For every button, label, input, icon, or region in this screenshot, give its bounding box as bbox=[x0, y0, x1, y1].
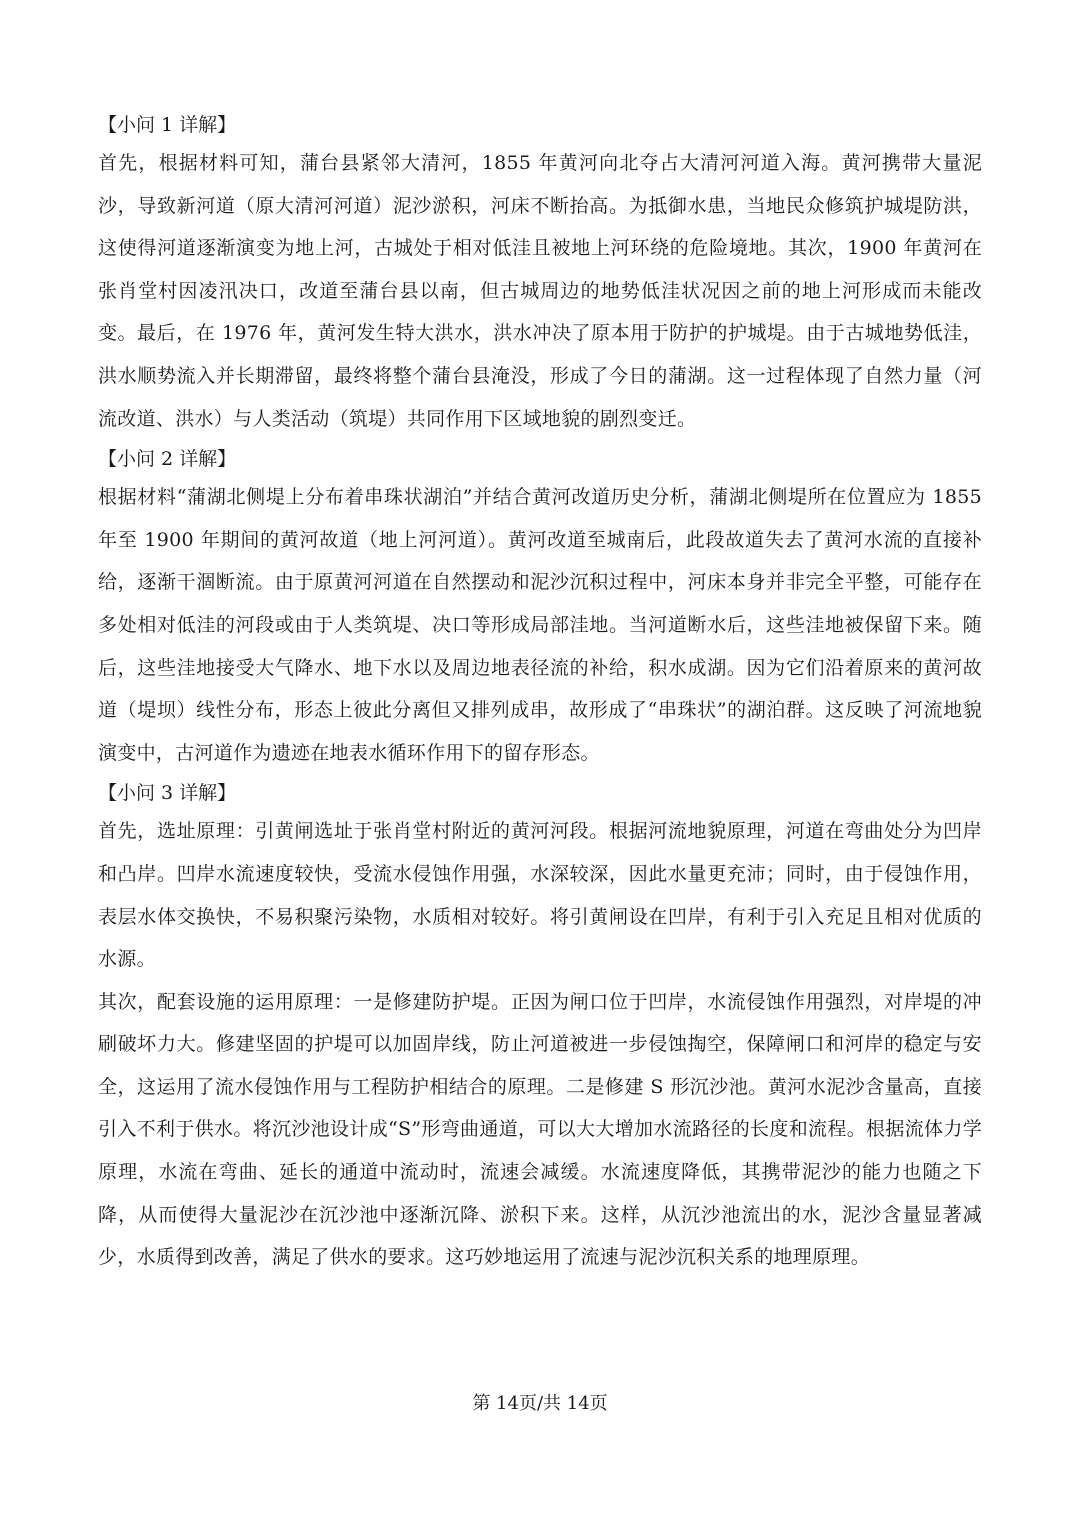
section-title: 【小问 1 详解】 bbox=[98, 114, 237, 136]
section-paragraph: 其次，配套设施的运用原理：一是修建防护堤。正因为闸口位于凹岸，水流侵蚀作用强烈，对岸堤的冲刷破坏力大。修建坚固的护堤可以加固岸线，防止河道被进一步侵蚀掏空，保障闸口和河岸的稳定与安全，这运用了流水侵蚀作用与工程防护相结合的原理。二是修建 S 形沉沙池。黄河水泥沙含量高，直接引入不利于供水。将沉沙池设计成“S”形弯曲通道，可以大大增加水流路径的长度和流程。根据流体力学原理，水流在弯曲、延长的通道中流动时，流速会减缓。水流速度降低，其携带泥沙的能力也随之下降，从而使得大量泥沙在沉沙池中逐渐沉降、淤积下来。这样，从沉沙池流出的水，泥沙含量显著减少，水质得到改善，满足了供水的要求。这巧妙地运用了流速与泥沙沉积关系的地理原理。 bbox=[98, 990, 982, 1269]
section-paragraph: 根据材料“蒲湖北侧堤上分布着串珠状湖泊”并结合黄河改道历史分析，蒲湖北侧堤所在位置应为 1855 年至 1900 年期间的黄河故道（地上河河道）。黄河改道至城南后，此段故道失去了黄河水流的直接补给，逐渐干涸断流。由于原黄河河道在自然摆动和泥沙沉积过程中，河床本身并非完全平整，可能存在多处相对低洼的河段或由于人类筑堤、决口等形成局部洼地。当河道断水后，这些洼地被保留下来。随后，这些洼地接受大气降水、地下水以及周边地表径流的补给，积水成湖。因为它们沿着原来的黄河故道（堤坝）线性分布，形态上彼此分离但又排列成串，故形成了“串珠状”的湖泊群。这反映了河流地貌演变中，古河道作为遗迹在地表水循环作用下的留存形态。 bbox=[98, 486, 982, 764]
section-3 bbox=[98, 776, 982, 1279]
section-paragraph: 首先，选址原理：引黄闸选址于张肖堂村附近的黄河河段。根据河流地貌原理，河道在弯曲处分为凹岸和凸岸。凹岸水流速度较快，受流水侵蚀作用强，水深较深，因此水量更充沛；同时，由于侵蚀作用，表层水体交换快，不易积聚污染物，水质相对较好。将引黄闸设在凹岸，有利于引入充足且相对优质的水源。 bbox=[98, 820, 982, 971]
page-number-footer: 第 14页/共 14页 bbox=[472, 1393, 608, 1414]
section-2 bbox=[98, 442, 982, 774]
section-title: 【小问 2 详解】 bbox=[98, 448, 237, 471]
section-1 bbox=[98, 108, 982, 440]
document-page bbox=[98, 108, 982, 1281]
section-title: 【小问 3 详解】 bbox=[98, 782, 237, 805]
section-paragraph: 首先，根据材料可知，蒲台县紧邻大清河，1855 年黄河向北夺占大清河河道入海。黄河携带大量泥沙，导致新河道（原大清河河道）泥沙淤积，河床不断抬高。为抵御水患，当地民众修筑护城堤防洪，这使得河道逐渐演变为地上河，古城处于相对低洼且被地上河环绕的危险境地。其次，1900 年黄河在张肖堂村因凌汛决口，改道至蒲台县以南，但古城周边的地势低洼状况因之前的地上河形成而未能改变。最后，在 1976 年，黄河发生特大洪水，洪水冲决了原本用于防护的护城堤。由于古城地势低洼，洪水顺势流入并长期滞留，最终将整个蒲台县淹没，形成了今日的蒲湖。这一过程体现了自然力量（河流改道、洪水）与人类活动（筑堤）共同作用下区域地貌的剧烈变迁。 bbox=[98, 152, 982, 430]
